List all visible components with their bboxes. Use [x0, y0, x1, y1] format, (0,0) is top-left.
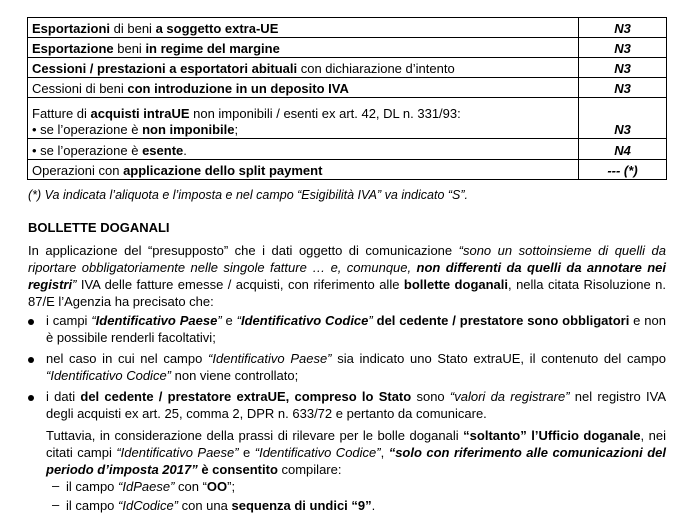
table-footnote: (*) Va indicata l’aliquota e l’imposta e nel campo “Esigibilità IVA” va indicato “S”.	[28, 188, 469, 202]
row-code: N3	[579, 38, 667, 58]
dash-item: il campo “IdPaese” con “OO”;	[66, 479, 236, 494]
row-code: N3	[579, 78, 667, 98]
row-code: N4	[579, 139, 667, 160]
table-row	[28, 98, 667, 139]
table-row	[28, 160, 667, 180]
section-heading: BOLLETTE DOGANALI	[28, 220, 170, 235]
row-description: Operazioni con applicazione dello split payment	[28, 160, 579, 180]
row-code: N3	[579, 58, 667, 78]
row-code: --- (*)	[579, 160, 667, 180]
table-row	[28, 58, 667, 78]
bullet-continuation: Tuttavia, in considerazione della prassi di rilevare per le bolle doganali “soltanto” l’Ufficio doganale, nei citati campi “Identificativo Paese” e “Identificativo Codice”, “solo con riferimento alle comunicazioni del periodo d’imposta 2017” è consentito compilare:	[46, 428, 666, 477]
dash-icon: –	[52, 497, 60, 512]
table-row	[28, 78, 667, 98]
dash-icon: –	[52, 478, 60, 493]
bullet-item: i campi “Identificativo Paese” e “Identificativo Codice” del cedente / prestatore sono obbligatori e non è possibile renderli facoltativi;	[46, 313, 666, 345]
nature-codes-table	[27, 17, 667, 180]
table-row	[28, 18, 667, 38]
bullet-item: i dati del cedente / prestatore extraUE, compreso lo Stato sono “valori da registrare” nel registro IVA degli acquisti ex art. 25, comma 2, DPR n. 633/72 e pertanto da comunicare.	[46, 389, 666, 421]
dash-item: il campo “IdCodice” con una sequenza di undici “9”.	[66, 498, 376, 513]
row-description: Fatture di acquisti intraUE non imponibili / esenti ex art. 42, DL n. 331/93: • se l’operazione è non imponibile;	[28, 98, 579, 139]
bullet-item: nel caso in cui nel campo “Identificativo Paese” sia indicato uno Stato extraUE, il contenuto del campo “Identificativo Codice” non viene controllato;	[46, 351, 666, 383]
intro-paragraph: In applicazione del “presupposto” che i dati oggetto di comunicazione “sono un sottoinsieme di quelli da riportare obbligatoriamente nelle singole fatture … e, comunque, non differenti da quelli da annotare nei registri” IVA delle fatture emesse / acquisti, con riferimento alle bollette doganali, nella citata Risoluzione n. 87/E l’Agenzia ha precisato che:	[28, 243, 667, 309]
bullet-icon	[28, 357, 34, 363]
row-description: Cessioni di beni con introduzione in un deposito IVA	[28, 78, 579, 98]
bullet-icon	[28, 319, 34, 325]
bullet-icon	[28, 395, 34, 401]
table-row	[28, 38, 667, 58]
table-row	[28, 139, 667, 160]
row-description: Esportazione beni in regime del margine	[28, 38, 579, 58]
row-description: • se l’operazione è esente.	[28, 139, 579, 160]
row-description: Esportazioni di beni a soggetto extra-UE	[28, 18, 579, 38]
row-code: N3	[579, 98, 667, 139]
row-code: N3	[579, 18, 667, 38]
row-description: Cessioni / prestazioni a esportatori abituali con dichiarazione d’intento	[28, 58, 579, 78]
